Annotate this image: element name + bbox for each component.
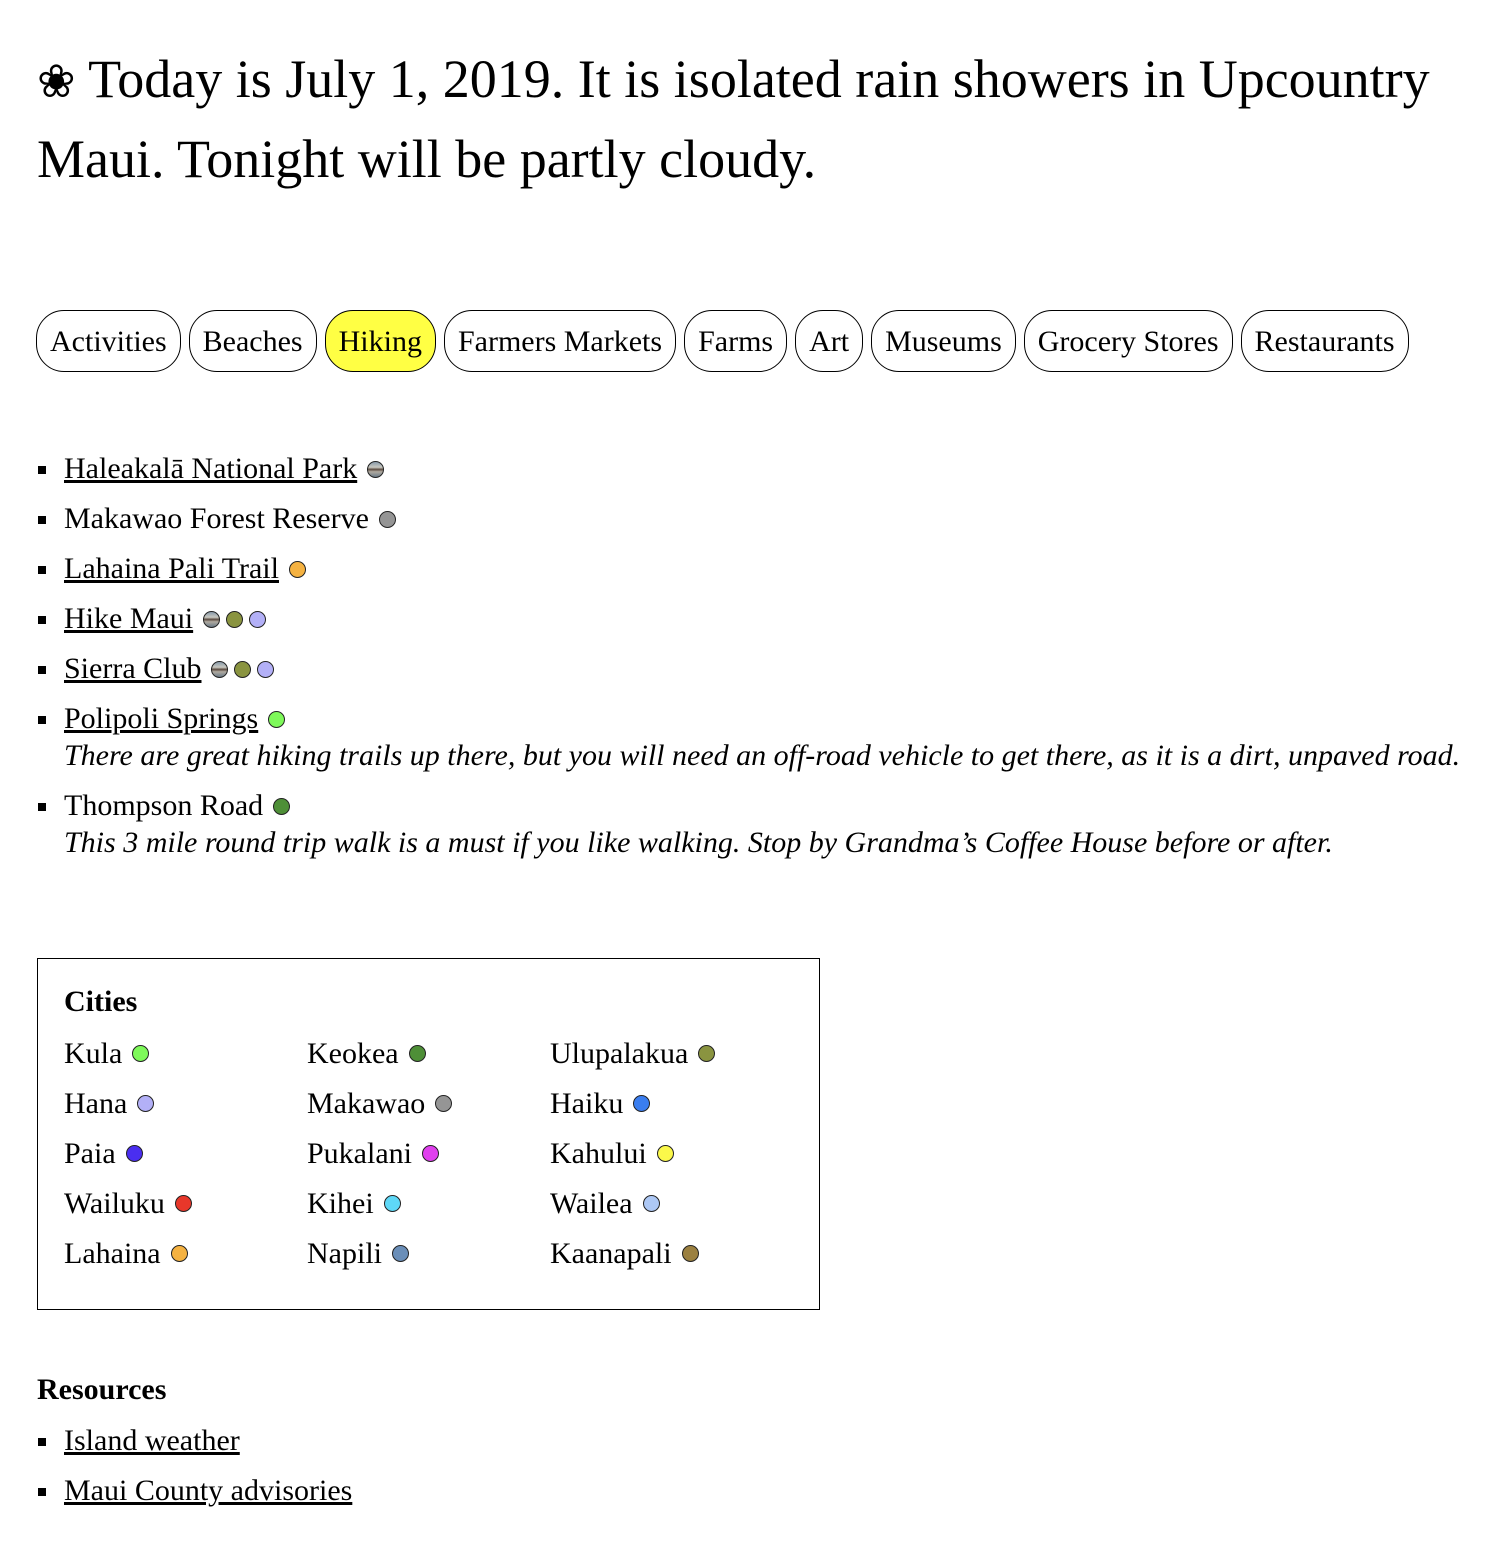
kaanapali-dot-icon — [682, 1245, 699, 1262]
hiking-list — [0, 450, 1480, 874]
category-tabs — [36, 310, 1409, 372]
tab-farmers-markets[interactable]: Farmers Markets — [444, 310, 676, 372]
city-name: Wailuku — [64, 1187, 165, 1220]
city-dots — [367, 461, 384, 478]
city-name: Haiku — [550, 1087, 624, 1120]
city-name: Makawao — [307, 1087, 426, 1120]
city-name: Napili — [307, 1237, 382, 1270]
city-name: Wailea — [550, 1187, 633, 1220]
cities-legend — [37, 958, 820, 1310]
hana-dot-icon — [257, 661, 274, 678]
list-item — [0, 500, 1480, 537]
city-wailuku — [64, 1185, 307, 1222]
wailuku-dot-icon — [175, 1195, 192, 1212]
ulupalakua-dot-icon — [226, 611, 243, 628]
city-name: Kula — [64, 1037, 123, 1070]
tab-hiking[interactable]: Hiking — [325, 310, 436, 372]
hiking-name: Makawao Forest Reserve — [64, 502, 369, 535]
list-item — [0, 650, 1480, 687]
city-napili — [307, 1235, 550, 1272]
tab-activities[interactable]: Activities — [36, 310, 181, 372]
city-name: Keokea — [307, 1037, 399, 1070]
kula-dot-icon — [132, 1045, 149, 1062]
photo-thumbnail-icon — [367, 461, 384, 478]
city-dots — [203, 611, 266, 628]
weather-headline — [37, 40, 1437, 198]
city-name: Kahului — [550, 1137, 647, 1170]
hiking-link[interactable]: Haleakalā National Park — [64, 452, 358, 485]
city-paia — [64, 1135, 307, 1172]
paia-dot-icon — [126, 1145, 143, 1162]
list-item — [0, 787, 1480, 861]
city-name: Ulupalakua — [550, 1037, 689, 1070]
haiku-dot-icon — [633, 1095, 650, 1112]
hana-dot-icon — [137, 1095, 154, 1112]
lahaina-dot-icon — [289, 561, 306, 578]
city-name: Kihei — [307, 1187, 374, 1220]
kihei-dot-icon — [384, 1195, 401, 1212]
hiking-link[interactable]: Polipoli Springs — [64, 702, 259, 735]
city-kahului — [550, 1135, 793, 1172]
list-item — [0, 550, 1480, 587]
lahaina-dot-icon — [171, 1245, 188, 1262]
city-name: Hana — [64, 1087, 128, 1120]
city-dots — [379, 511, 396, 528]
city-dots — [273, 798, 290, 815]
city-grid — [64, 1035, 793, 1272]
city-dots — [289, 561, 306, 578]
city-name: Pukalani — [307, 1137, 412, 1170]
tab-grocery-stores[interactable]: Grocery Stores — [1024, 310, 1233, 372]
keokea-dot-icon — [273, 798, 290, 815]
wailea-dot-icon — [643, 1195, 660, 1212]
city-haiku — [550, 1085, 793, 1122]
photo-thumbnail-icon — [211, 661, 228, 678]
city-ulupalakua — [550, 1035, 793, 1072]
hiking-link[interactable]: Sierra Club — [64, 652, 202, 685]
city-dots — [268, 711, 285, 728]
city-dots — [211, 661, 274, 678]
keokea-dot-icon — [409, 1045, 426, 1062]
list-item — [0, 1422, 1480, 1459]
tab-beaches[interactable]: Beaches — [189, 310, 317, 372]
city-pukalani — [307, 1135, 550, 1172]
kula-dot-icon — [268, 711, 285, 728]
city-lahaina — [64, 1235, 307, 1272]
city-wailea — [550, 1185, 793, 1222]
city-kaanapali — [550, 1235, 793, 1272]
resource-link[interactable]: Maui County advisories — [64, 1474, 353, 1507]
city-name: Kaanapali — [550, 1237, 672, 1270]
list-item — [0, 450, 1480, 487]
photo-thumbnail-icon — [203, 611, 220, 628]
hiking-link[interactable]: Lahaina Pali Trail — [64, 552, 279, 585]
city-name: Paia — [64, 1137, 116, 1170]
tab-restaurants[interactable]: Restaurants — [1241, 310, 1409, 372]
hiking-description: There are great hiking trails up there, but you will need an off-road vehicle to get there, as it is a dirt, unpaved road. — [64, 739, 1461, 772]
city-name: Lahaina — [64, 1237, 161, 1270]
ulupalakua-dot-icon — [234, 661, 251, 678]
list-item — [0, 700, 1480, 774]
resources-title: Resources — [37, 1373, 167, 1406]
hiking-description: This 3 mile round trip walk is a must if you like walking. Stop by Grandma’s Coffee House before or after. — [64, 826, 1333, 859]
list-item — [0, 1472, 1480, 1509]
tab-museums[interactable]: Museums — [871, 310, 1016, 372]
city-kula — [64, 1035, 307, 1072]
city-keokea — [307, 1035, 550, 1072]
resource-link[interactable]: Island weather — [64, 1424, 240, 1457]
hiking-name: Thompson Road — [64, 789, 264, 822]
napili-dot-icon — [392, 1245, 409, 1262]
city-hana — [64, 1085, 307, 1122]
cities-title: Cities — [64, 985, 138, 1018]
flower-icon: ❀ — [37, 54, 76, 108]
headline-text: Today is July 1, 2019. It is isolated rain showers in Upcountry Maui. Tonight will be partly cloudy. — [37, 49, 1430, 189]
tab-farms[interactable]: Farms — [684, 310, 787, 372]
kahului-dot-icon — [657, 1145, 674, 1162]
city-kihei — [307, 1185, 550, 1222]
pukalani-dot-icon — [422, 1145, 439, 1162]
resources-list — [0, 1422, 1480, 1522]
makawao-dot-icon — [379, 511, 396, 528]
ulupalakua-dot-icon — [698, 1045, 715, 1062]
hiking-link[interactable]: Hike Maui — [64, 602, 194, 635]
hana-dot-icon — [249, 611, 266, 628]
tab-art[interactable]: Art — [795, 310, 863, 372]
makawao-dot-icon — [435, 1095, 452, 1112]
list-item — [0, 600, 1480, 637]
city-makawao — [307, 1085, 550, 1122]
